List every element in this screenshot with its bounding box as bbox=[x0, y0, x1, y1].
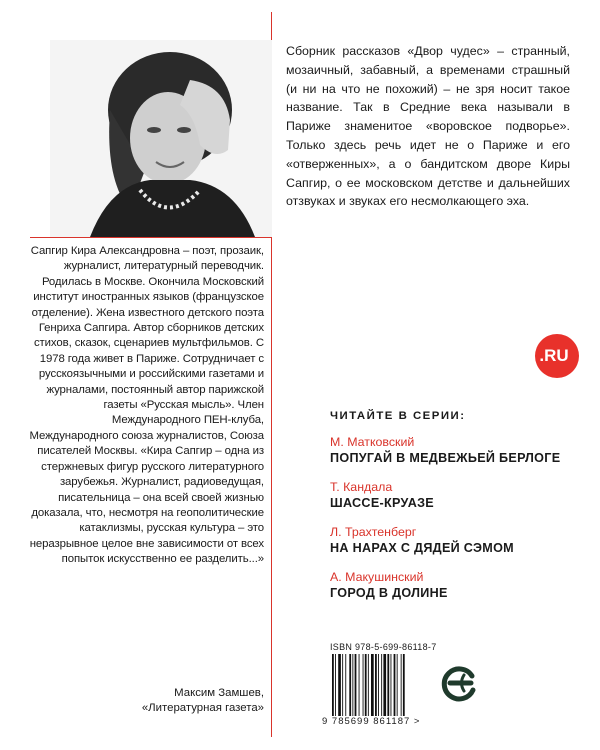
series-list bbox=[330, 434, 580, 614]
quote-signature bbox=[28, 686, 264, 717]
barcode-bar bbox=[365, 654, 367, 716]
barcode-bar bbox=[349, 654, 351, 716]
barcode-bar bbox=[371, 654, 374, 716]
barcode-bar bbox=[335, 654, 336, 716]
barcode-bar bbox=[403, 654, 405, 716]
barcode-bar bbox=[368, 654, 369, 716]
barcode-digits: 9 785699 861187 > bbox=[322, 716, 421, 727]
biography-text: Сапгир Кира Александровна – поэт, прозаик, журналист, литературный переводчик. Родилась в Москве. Окончила Московский институт иностранных языков (французское отделение). Жена известного детского поэта Генриха Сапгира. Автор сборников детских стихов, сказок, сценариев мультфильмов. С 1978 года живет в Париже. Сотрудничает с русскоязычными и российскими газетами и журналами, постоянный автор парижской газеты «Русская мысль». Член Международного ПЕН-клуба, Международного союза журналистов, Союза писателей Москвы. «Кира Сапгир – одна из стержневых фигур русского литературного зарубежья. Журналист, радиоведущая, писательница – она всей своей жизнью доказала, что, несмотря на геополитические катаклизмы, русская культура – это неразрывное целое вне зависимости от всех попыток искусственно ее разделить...» bbox=[29, 245, 264, 566]
barcode-bar bbox=[375, 654, 377, 716]
barcode-bar bbox=[352, 654, 353, 716]
barcode bbox=[330, 654, 428, 722]
signature-source: «Литературная газета» bbox=[141, 702, 264, 715]
book-author: Т. Кандала bbox=[330, 480, 393, 494]
barcode-bar bbox=[381, 654, 382, 716]
barcode-bar bbox=[378, 654, 379, 716]
barcode-bar bbox=[355, 654, 357, 716]
barcode-bar bbox=[338, 654, 341, 716]
annotation-text: Сборник рассказов «Двор чудес» – странный, мозаичный, забавный, а временами страшный (и ни на что не похожий) – не зря носит такое название. Так в Средние века называли в Париже знаменитое «воровское подворье». Только здесь речь идет не о Париже и его «отверженных», а о бандитском дворе Киры Сапгир, о ее московском детстве и дальнейших отзвуках и звуках его несмолкающего эха. bbox=[286, 44, 570, 209]
ru-logo-icon bbox=[535, 334, 579, 378]
book-title: ГОРОД В ДОЛИНЕ bbox=[330, 586, 448, 600]
book-title: ШАССЕ-КРУАЗЕ bbox=[330, 496, 435, 510]
isbn-label: ISBN 978-5-699-86118-7 bbox=[330, 642, 437, 652]
ru-logo-label: .RU bbox=[539, 346, 569, 365]
barcode-bar bbox=[332, 654, 334, 716]
book-author: А. Макушинский bbox=[330, 570, 424, 584]
author-biography bbox=[28, 244, 264, 568]
series-book bbox=[330, 434, 580, 467]
barcode-bar bbox=[363, 654, 364, 716]
barcode-bar bbox=[383, 654, 386, 716]
series-book bbox=[330, 524, 580, 557]
signature-name: Максим Замшев, bbox=[174, 687, 264, 699]
barcode-bar bbox=[401, 654, 402, 716]
barcode-bar bbox=[342, 654, 343, 716]
barcode-bar bbox=[394, 654, 396, 716]
series-heading: ЧИТАЙТЕ В СЕРИИ: bbox=[330, 410, 466, 422]
author-photo bbox=[50, 40, 272, 237]
book-author: Л. Трахтенберг bbox=[330, 525, 417, 539]
barcode-bar bbox=[387, 654, 389, 716]
barcode-bar bbox=[391, 654, 392, 716]
barcode-bar bbox=[397, 654, 398, 716]
book-title: НА НАРАХ С ДЯДЕЙ СЭМОМ bbox=[330, 541, 514, 555]
book-title: ПОПУГАЙ В МЕДВЕЖЬЕЙ БЕРЛОГЕ bbox=[330, 451, 561, 465]
red-horizontal-rule bbox=[30, 237, 271, 238]
barcode-bar bbox=[345, 654, 346, 716]
series-book bbox=[330, 569, 580, 602]
barcode-bar bbox=[359, 654, 360, 716]
book-annotation bbox=[286, 42, 570, 211]
book-author: М. Матковский bbox=[330, 435, 415, 449]
publisher-logo-icon bbox=[438, 662, 480, 704]
series-book bbox=[330, 479, 580, 512]
